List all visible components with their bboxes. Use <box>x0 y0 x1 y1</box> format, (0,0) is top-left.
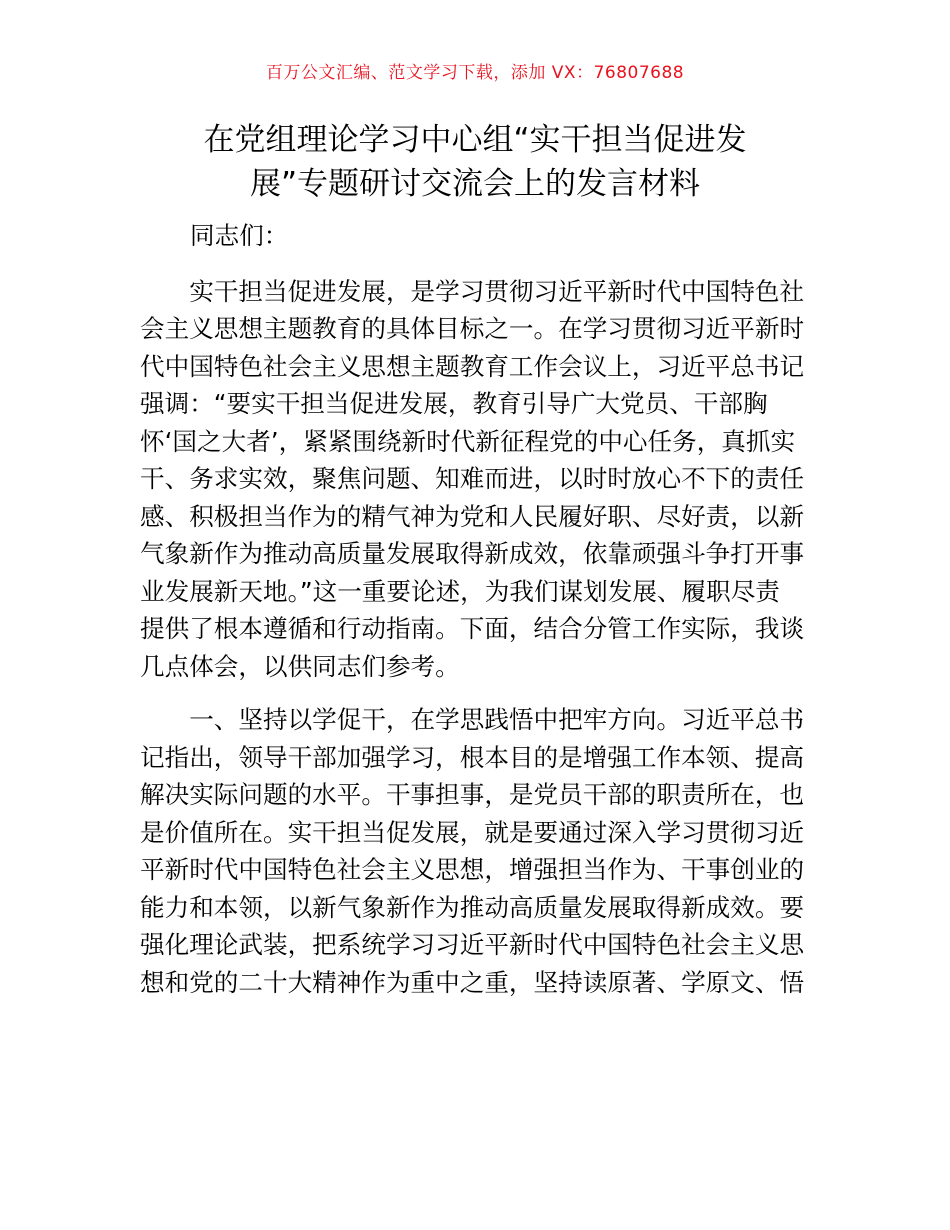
paragraph-line: 代中国特色社会主义思想主题教育工作会议上，习近平总书记 <box>140 351 805 381</box>
paragraph-line: 解决实际问题的水平。干事担事，是党员干部的职责所在，也 <box>140 780 805 809</box>
paragraph-line: 几点体会，以供同志们参考。 <box>140 651 460 681</box>
paragraph-line: 会主义思想主题教育的具体目标之一。在学习贯彻习近平新时 <box>140 314 805 343</box>
paragraph-section-one <box>140 701 816 1001</box>
paragraph-line: 强化理论武装，把系统学习习近平新时代中国特色社会主义思 <box>140 930 805 959</box>
promo-header: 百万公文汇编、范文学习下载，添加 VX：76807688 <box>265 63 685 83</box>
paragraph-line: 记指出，领导干部加强学习，根本目的是增强工作本领、提高 <box>140 742 805 772</box>
paragraph-intro <box>140 273 816 686</box>
paragraph-line: 强调：“要实干担当促进发展，教育引导广大党员、干部胸 <box>140 389 768 418</box>
title-line: 展”专题研讨交流会上的发言材料 <box>249 166 701 202</box>
salutation <box>140 217 816 255</box>
paragraph-line: 干、务求实效，聚焦问题、知难而进，以时时放心不下的责任 <box>140 464 805 493</box>
paragraph-line: 提供了根本遵循和行动指南。下面，结合分管工作实际，我谈 <box>140 614 805 643</box>
title-line: 在党组理论学习中心组“实干担当促进发 <box>203 122 747 158</box>
paragraph-line: 怀‘国之大者’，紧紧围绕新时代新征程党的中心任务，真抓实 <box>140 426 796 456</box>
document-title <box>140 118 810 206</box>
paragraph-line: 能力和本领，以新气象新作为推动高质量发展取得新成效。要 <box>140 892 805 922</box>
paragraph-line: 是价值所在。实干担当促发展，就是要通过深入学习贯彻习近 <box>140 817 805 847</box>
paragraph-line: 实干担当促进发展，是学习贯彻习近平新时代中国特色社 <box>140 276 805 306</box>
paragraph-line: 想和党的二十大精神作为重中之重，坚持读原著、学原文、悟 <box>140 967 805 997</box>
paragraph-line: 业发展新天地。”这一重要论述，为我们谋划发展、履职尽责 <box>140 576 780 606</box>
paragraph-line: 感、积极担当作为的精气神为党和人民履好职、尽好责，以新 <box>140 501 805 531</box>
salutation-text: 同志们： <box>190 221 289 250</box>
paragraph-line: 一、坚持以学促干，在学思践悟中把牢方向。习近平总书 <box>140 705 805 734</box>
paragraph-line: 气象新作为推动高质量发展取得新成效，依靠顽强斗争打开事 <box>140 539 805 568</box>
document-body <box>140 217 816 1001</box>
paragraph-line: 平新时代中国特色社会主义思想，增强担当作为、干事创业的 <box>140 855 805 884</box>
